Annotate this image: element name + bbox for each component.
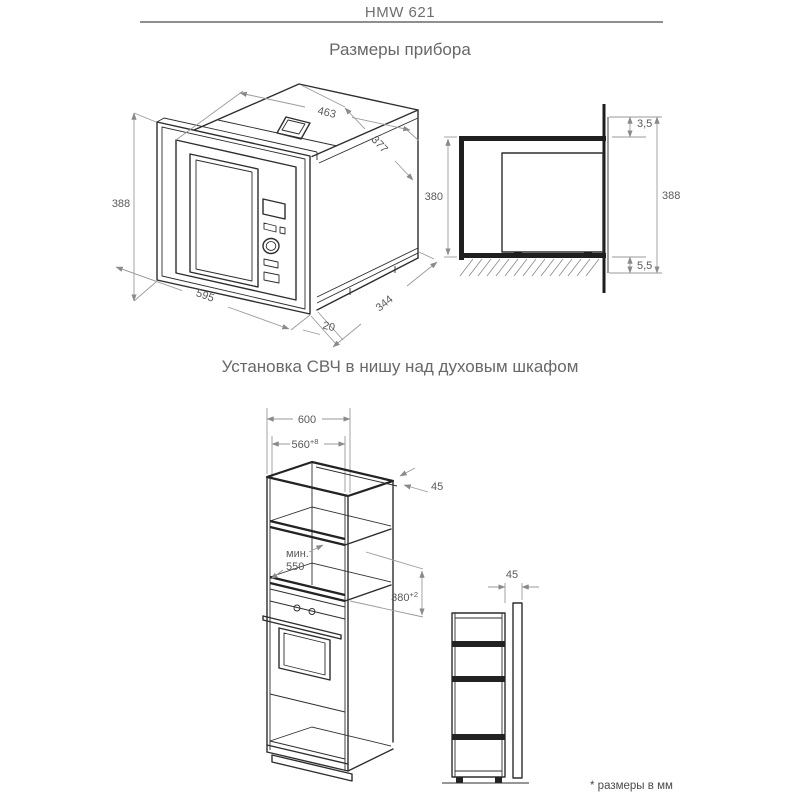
shelf-section [452,734,505,740]
base-compartment [267,727,393,781]
display [263,199,285,219]
dim-opening-height-label: 380 [424,191,443,203]
min-depth-word: мин. [286,548,309,560]
dim-bottom-overlap [609,257,662,273]
dim-niche-height [350,552,423,617]
cabinet-isometric-drawing [250,402,456,794]
vent-opening [277,117,310,139]
dim-wall-gap-label: 45 [505,569,519,581]
dim-back-height [301,85,413,180]
ground-hatching [460,259,599,276]
microwave-front-frame [157,118,317,314]
foot [456,777,463,783]
door-window [190,154,258,287]
cabinet-side-silhouette [442,613,529,783]
niche-walls [459,136,606,260]
model-title: HMW 621 [364,4,436,21]
spacer-panel [513,603,522,778]
dim-wall-gap [488,569,539,603]
foot [584,252,592,257]
dim-corner-gap-label: 45 [431,481,444,493]
shelf-section [452,641,505,647]
min-depth-value: 550 [286,561,305,573]
front-trim-panel [604,104,608,293]
control-panel [263,199,285,283]
dim-top-width-label: 463 [316,105,338,121]
foot [514,252,522,257]
dim-corner-gap [400,468,443,493]
foot [495,777,502,783]
dim-body-depth-label: 344 [373,293,396,315]
dim-opening-width-label: $560^{+8}$ [291,437,319,451]
dim-back-height-label: 377 [368,133,390,156]
dim-total-height [657,117,680,273]
section-heading-installation: Установка СВЧ в нишу над духовым шкафом [221,357,579,376]
oven-front [263,589,345,712]
device-isometric-drawing [98,78,438,352]
dim-niche-height-label: $380^{+2}$ [391,590,418,604]
section-heading-device-dimensions: Размеры прибора [329,40,471,59]
microwave-body-section [502,153,603,257]
cabinet-side-view-drawing [438,558,538,798]
title-divider [140,21,663,23]
knob [263,239,279,254]
dim-outer-width-label: 600 [297,414,317,426]
oven-window [279,628,330,680]
shelf-section [452,676,505,682]
plinth [272,755,352,781]
shelf-upper [270,507,391,545]
dim-front-height-label: 388 [111,198,131,210]
units-footnote: * размеры в мм [590,780,673,792]
dim-total-height-label: 388 [662,190,681,202]
dim-opening-height [425,137,457,257]
niche-section-drawing [418,94,694,308]
dim-front-height [112,113,156,301]
microwave-body-side [317,110,418,310]
dim-bottom-overlap-label: 5,5 [637,260,653,272]
dim-top-overlap [609,117,662,137]
oven-handle [263,616,341,639]
dim-frame-depth [303,312,343,344]
dim-front-width-label: 595 [194,287,216,305]
cabinet-carcass [267,462,397,771]
dim-frame-depth-label: 20 [321,319,337,335]
dim-top-overlap-label: 3,5 [637,118,653,130]
